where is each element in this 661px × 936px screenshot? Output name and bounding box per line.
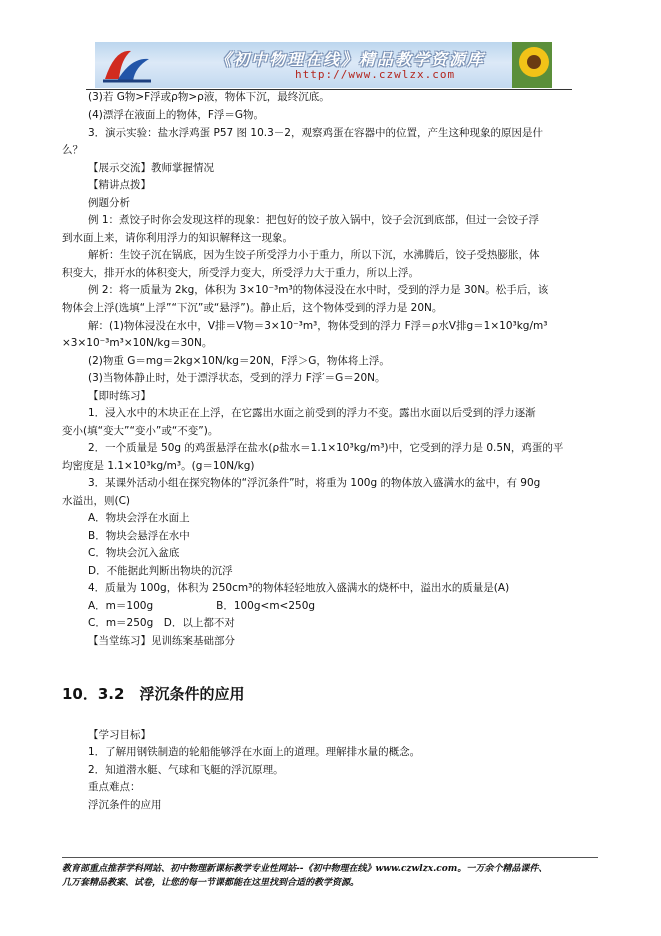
footer-line-1: 教育部重点推荐学科网站、初中物理新课标教学专业性网站--《初中物理在线》www.czwlzx.com。一万余个精品课件、	[62, 864, 548, 874]
text-line: 均密度是 1.1×10³kg/m³。(g＝10N/kg)	[62, 460, 255, 472]
site-logo-icon	[101, 45, 153, 85]
text-line: 重点难点：	[88, 781, 141, 793]
text-line: 解：(1)物体浸没在水中，V排＝V物＝3×10⁻³m³，物体受到的浮力 F浮＝ρ水V排g＝1×10³kg/m³	[88, 320, 548, 332]
site-title: 《初中物理在线》精品教学资源库	[215, 50, 486, 69]
text-line: 【学习目标】	[88, 729, 151, 741]
text-line: A．m＝100g B．100g<m<250g	[88, 600, 316, 612]
text-line: 3．演示实验：盐水浮鸡蛋 P57 图 10.3－2，观察鸡蛋在容器中的位置，产生这种现象的原因是什	[88, 127, 543, 139]
text-line: 1．了解用钢铁制造的轮船能够浮在水面上的道理。理解排水量的概念。	[88, 746, 421, 758]
text-line: C．m＝250g D．以上都不对	[88, 617, 235, 629]
header-banner	[95, 42, 552, 88]
text-line: 【精讲点拨】	[88, 179, 151, 191]
text-line: 到水面上来，请你利用浮力的知识解释这一现象。	[62, 232, 293, 244]
section-heading: 10．3.2 浮沉条件的应用	[62, 685, 245, 703]
text-line: 例 1：煮饺子时你会发现这样的现象：把包好的饺子放入锅中，饺子会沉到底部，但过一会饺子浮	[88, 214, 540, 226]
text-line: 2．一个质量是 50g 的鸡蛋悬浮在盐水(ρ盐水＝1.1×10³kg/m³)中，它受到的浮力是 0.5N，鸡蛋的平	[88, 442, 564, 454]
text-line: 【展示交流】教师掌握情况	[88, 162, 214, 174]
text-line: 积变大，排开水的体积变大，所受浮力变大，所受浮力大于重力，所以上浮。	[62, 267, 419, 279]
text-line: A．物块会浮在水面上	[88, 512, 190, 524]
text-line: (4)漂浮在液面上的物体，F浮＝G物。	[88, 109, 265, 121]
text-line: B．物块会悬浮在水中	[88, 530, 190, 542]
text-line: 例题分析	[88, 197, 130, 209]
text-line: 例 2：将一质量为 2kg，体积为 3×10⁻³m³的物体浸没在水中时，受到的浮力是 30N。松手后，该	[88, 284, 549, 296]
text-line: 么？	[62, 144, 83, 156]
text-line: (3)若 G物>F浮或ρ物>ρ液，物体下沉，最终沉底。	[88, 91, 330, 103]
text-line: 1．浸入水中的木块正在上浮，在它露出水面之前受到的浮力不变。露出水面以后受到的浮力逐渐	[88, 407, 536, 419]
text-line: 4．质量为 100g，体积为 250cm³的物体轻轻地放入盛满水的烧杯中，溢出水的质量是(A)	[88, 582, 510, 594]
footer-line-2: 几万套精品教案、试卷，让您的每一节课都能在这里找到合适的教学资源。	[62, 878, 360, 888]
text-line: 【当堂练习】见训练案基础部分	[88, 635, 235, 647]
text-line: (3)当物体静止时，处于漂浮状态，受到的浮力 F浮′＝G＝20N。	[88, 372, 386, 384]
text-line: 浮沉条件的应用	[88, 799, 162, 811]
text-line: D．不能据此判断出物块的沉浮	[88, 565, 233, 577]
site-url[interactable]: http://www.czwlzx.com	[295, 68, 456, 81]
text-line: 3．某课外活动小组在探究物体的“浮沉条件”时，将重为 100g 的物体放入盛满水的盆中，有 90g	[88, 477, 541, 489]
text-line: 2．知道潜水艇、气球和飞艇的浮沉原理。	[88, 764, 284, 776]
text-line: 【即时练习】	[88, 390, 151, 402]
text-line: 水溢出，则(C)	[62, 495, 131, 507]
text-line: ×3×10⁻³m³×10N/kg＝30N。	[62, 337, 213, 349]
text-line: 解析：生饺子沉在锅底，因为生饺子所受浮力小于重力，所以下沉，水沸腾后，饺子受热膨胀，体	[88, 249, 540, 261]
text-line: 变小(填“变大”“变小”或“不变”)。	[62, 425, 219, 437]
text-line: C．物块会沉入盆底	[88, 547, 180, 559]
text-line: 物体会上浮(选填“上浮”“下沉”或“悬浮”)。静止后，这个物体受到的浮力是 20N。	[62, 302, 443, 314]
footer-rule	[62, 857, 598, 858]
text-line: (2)物重 G＝mg＝2kg×10N/kg＝20N，F浮＞G，物体将上浮。	[88, 355, 390, 367]
sunflower-icon	[512, 42, 552, 88]
